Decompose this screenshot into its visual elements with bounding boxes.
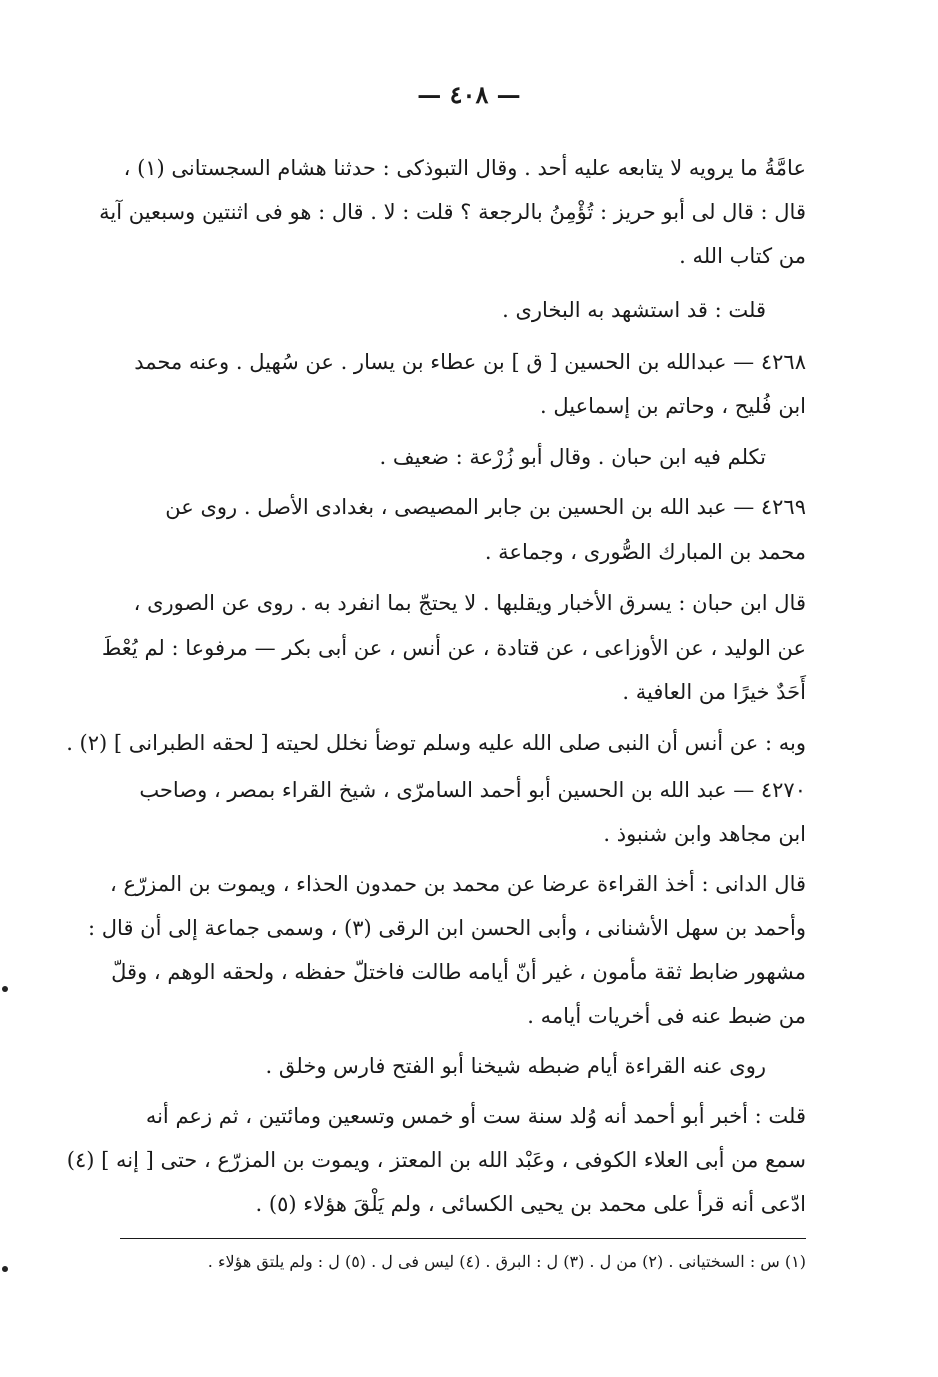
text-line: سمع من أبى العلاء الكوفى ، وعَبْد الله بن المعتز ، ويموت بن المزرّع ، حتى [ إنه ] (٤) xyxy=(66,1148,806,1172)
text-line: عن الوليد ، عن الأوزاعى ، عن قتادة ، عن أنس ، عن أبى بكر — مرفوعا : لم يُعْطَ xyxy=(101,636,806,660)
text-line: قال ابن حبان : يسرق الأخبار ويقلبها . لا يحتجّ بما انفرد به . روى عن الصورى ، xyxy=(133,591,806,615)
text-line: قال : قال لى أبو حريز : تُؤْمِنُ بالرجعة ؟ قلت : لا . قال : هو فى اثنتين وسبعين آية xyxy=(99,200,806,224)
entry-heading-4268: ٤٢٦٨ — عبدالله بن الحسين [ ق ] بن عطاء بن يسار . عن سُهيل . وعنه محمد xyxy=(134,350,806,374)
text-line: قال الدانى : أخذ القراءة عرضا عن محمد بن حمدون الحذاء ، ويموت بن المزرّع ، xyxy=(110,872,806,896)
text-line: وأحمد بن سهل الأشنانى ، وأبى الحسن ابن الرقى (٣) ، وسمى جماعة إلى أن قال : xyxy=(88,916,806,940)
entry-heading-4270: ٤٢٧٠ — عبد الله بن الحسين أبو أحمد السامرّى ، شيخ القراء بمصر ، وصاحب xyxy=(139,778,806,802)
scan-mark xyxy=(2,986,8,992)
text-line: مشهور ضابط ثقة مأمون ، غير أنّ أيامه طالت فاختلّ حفظه ، ولحقه الوهم ، وقلّ xyxy=(111,960,806,984)
text-line: وبه : عن أنس أن النبى صلى الله عليه وسلم توضأ نخلل لحيته [ لحقه الطبرانى ] (٢) . xyxy=(66,731,806,755)
text-line: محمد بن المبارك الصُّورى ، وجماعة . xyxy=(484,540,806,564)
text-line: أَحَدٌ خيرًا من العافية . xyxy=(622,680,806,704)
footnote-divider xyxy=(120,1238,806,1239)
text-line: تكلم فيه ابن حبان . وقال أبو زُرْعة : ضعيف . xyxy=(379,445,766,469)
text-line: قلت : أخبر أبو أحمد أنه وُلد سنة ست أو خمس وتسعين ومائتين ، ثم زعم أنه xyxy=(145,1104,806,1128)
entry-heading-4269: ٤٢٦٩ — عبد الله بن الحسين بن جابر المصيصى ، بغدادى الأصل . روى عن xyxy=(165,495,806,519)
text-line: ابن فُليح ، وحاتم بن إسماعيل . xyxy=(540,394,806,418)
footnotes: (١) س : السختيانى . (٢) من ل . (٣) ل : البرق . (٤) ليس فى ل . (٥) ل : ولم يلتق هؤلاء . xyxy=(207,1252,806,1271)
page-number: — ٤٠٨ — xyxy=(417,80,521,109)
text-line: ادّعى أنه قرأ على محمد بن يحيى الكسائى ، ولم يَلْقَ هؤلاء (٥) . xyxy=(255,1192,806,1216)
text-line: من كتاب الله . xyxy=(679,244,806,268)
text-line: من ضبط عنه فى أخريات أيامه . xyxy=(527,1004,806,1028)
scan-mark xyxy=(2,1266,8,1272)
text-line: عامَّةُ ما يرويه لا يتابعه عليه أحد . وقال التبوذكى : حدثنا هشام السجستانى (١) ، xyxy=(123,156,806,180)
text-line: قلت : قد استشهد به البخارى . xyxy=(502,298,766,322)
text-line: روى عنه القراءة أيام ضبطه شيخنا أبو الفتح فارس وخلق . xyxy=(265,1054,766,1078)
text-line: ابن مجاهد وابن شنبوذ . xyxy=(603,822,806,846)
